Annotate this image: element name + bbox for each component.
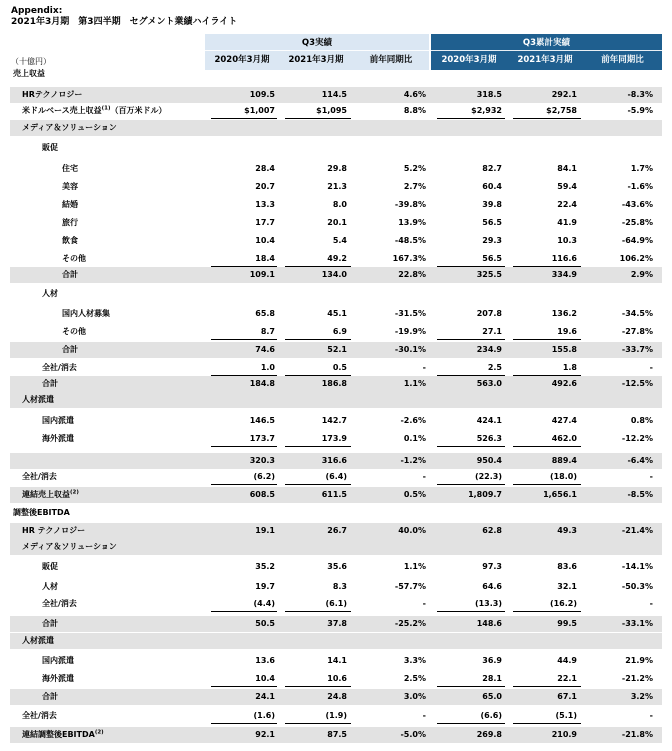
row-shade <box>10 633 662 649</box>
row-label-text: 国内派遣 <box>42 656 74 665</box>
row-label <box>22 525 85 537</box>
cell-value: 4.6% <box>403 90 426 99</box>
cell-value: 492.6 <box>551 379 577 388</box>
col-header-ytd-fy2020: 2020年3月期 <box>441 55 497 65</box>
cell-value: 67.1 <box>557 692 577 701</box>
cell-value: 26.7 <box>327 526 347 535</box>
row-label-text: 販促 <box>42 562 58 571</box>
cell-value: -2.6% <box>400 416 426 425</box>
subtotal-underline <box>513 446 581 447</box>
subtotal-underline <box>285 484 351 485</box>
cell-value: -33.1% <box>621 619 653 628</box>
row-label <box>42 142 58 154</box>
col-header-q3-fy2021: 2021年3月期 <box>288 55 344 65</box>
row-label-text: 国内人材募集 <box>62 309 110 318</box>
cell-value: -1.6% <box>627 182 653 191</box>
cell-value: 1.7% <box>630 164 653 173</box>
cell-value: 316.6 <box>321 456 347 465</box>
cell-value: 1.1% <box>403 562 426 571</box>
subtotal-underline <box>211 611 277 612</box>
subtotal-underline <box>513 723 581 724</box>
subtotal-underline <box>211 484 277 485</box>
subtotal-underline <box>437 611 505 612</box>
cell-value: (6.2) <box>253 472 275 481</box>
row-label-text: 調整後EBITDA <box>13 508 70 517</box>
cell-value: (1.9) <box>325 711 347 720</box>
cell-value: 950.4 <box>476 456 502 465</box>
subtotal-underline <box>211 339 277 340</box>
row-label-text: その他 <box>62 254 86 263</box>
cell-value: 22.1 <box>557 674 577 683</box>
subtotal-underline <box>285 611 351 612</box>
cell-value: -30.1% <box>394 345 426 354</box>
cell-value: -12.2% <box>621 434 653 443</box>
cell-value: -21.8% <box>621 730 653 739</box>
row-label <box>42 561 58 573</box>
cell-value: 29.8 <box>327 164 347 173</box>
cell-value: 49.2 <box>327 254 347 263</box>
row-label <box>22 89 82 101</box>
row-label <box>42 378 58 390</box>
row-label <box>22 541 117 553</box>
cell-value: 65.8 <box>255 309 275 318</box>
col-header-ytd-yoy: 前年同期比 <box>601 55 644 65</box>
cell-value: (13.3) <box>474 599 502 608</box>
cell-value: 97.3 <box>482 562 502 571</box>
footnote-marker: (2) <box>70 489 79 496</box>
cell-value: 2.5 <box>487 363 502 372</box>
cell-value: 234.9 <box>476 345 502 354</box>
row-label <box>62 217 78 229</box>
row-label-text: 連結調整後EBITDA <box>22 730 95 739</box>
row-label-text: 売上収益 <box>13 69 45 78</box>
cell-value: (4.4) <box>253 599 275 608</box>
cell-value: -27.8% <box>621 327 653 336</box>
row-label <box>62 253 86 265</box>
cell-value: 13.9% <box>398 218 426 227</box>
subtotal-underline <box>437 118 505 119</box>
cell-value: 8.7 <box>260 327 275 336</box>
cell-value: 22.8% <box>398 270 426 279</box>
cell-value: 424.1 <box>476 416 502 425</box>
col-header-q3-yoy: 前年同期比 <box>369 55 413 65</box>
cell-value: -25.2% <box>394 619 426 628</box>
cell-value: 21.3 <box>327 182 347 191</box>
cell-value: (16.2) <box>549 599 577 608</box>
cell-value: - <box>649 711 653 720</box>
cell-value: 0.8% <box>630 416 653 425</box>
row-label-text: 合計 <box>42 692 58 701</box>
cell-value: 5.4 <box>332 236 347 245</box>
cell-value: - <box>649 472 653 481</box>
row-label-text: HR テクノロジー <box>22 526 86 535</box>
col-header-ytd-fy2021: 2021年3月期 <box>517 55 573 65</box>
row-label-text: 米ドルベース売上収益 <box>22 106 102 115</box>
row-label-text: 旅行 <box>62 218 78 227</box>
cell-value: 1,809.7 <box>468 490 502 499</box>
subtotal-underline <box>437 723 505 724</box>
cell-value: 526.3 <box>476 434 502 443</box>
cell-value: -12.5% <box>621 379 653 388</box>
cell-value: 142.7 <box>321 416 347 425</box>
cell-value: 2.5% <box>403 674 426 683</box>
cell-value: 8.0 <box>332 200 347 209</box>
subtotal-underline <box>285 446 351 447</box>
header-divider <box>205 50 662 51</box>
row-label <box>22 489 79 501</box>
row-label-text: 全社/消去 <box>42 363 77 372</box>
row-label <box>13 68 45 80</box>
cell-value: 10.4 <box>255 674 275 683</box>
subtotal-underline <box>285 686 351 687</box>
row-label-text: 合計 <box>42 619 58 628</box>
cell-value: -48.5% <box>394 236 426 245</box>
subtotal-underline <box>437 339 505 340</box>
cell-value: - <box>422 711 426 720</box>
cell-value: 28.4 <box>255 164 275 173</box>
cell-value: 37.8 <box>327 619 347 628</box>
cell-value: 334.9 <box>551 270 577 279</box>
row-label-text: 人材 <box>42 289 58 298</box>
cell-value: 92.1 <box>255 730 275 739</box>
cell-value: 60.4 <box>482 182 502 191</box>
cell-value: 41.9 <box>557 218 577 227</box>
cell-value: 10.4 <box>255 236 275 245</box>
cell-value: 3.2% <box>630 692 653 701</box>
col-header-q3-fy2020: 2020年3月期 <box>214 55 270 65</box>
cell-value: 40.0% <box>398 526 426 535</box>
cell-value: 20.7 <box>255 182 275 191</box>
cell-value: 29.3 <box>482 236 502 245</box>
subtotal-underline <box>211 446 277 447</box>
cell-value: 39.8 <box>482 200 502 209</box>
cell-value: - <box>422 363 426 372</box>
cell-value: -19.9% <box>394 327 426 336</box>
row-label <box>42 618 58 630</box>
cell-value: -8.3% <box>627 90 653 99</box>
row-label-text: メディア＆ソリューション <box>22 123 117 132</box>
cell-value: $1,007 <box>244 106 275 115</box>
row-label <box>22 729 104 741</box>
cell-value: 611.5 <box>321 490 347 499</box>
subtotal-underline <box>211 723 277 724</box>
row-label <box>62 344 78 356</box>
row-label <box>62 235 78 247</box>
row-label <box>62 308 110 320</box>
row-label-text: 合計 <box>62 345 78 354</box>
ytd-group-header: Q3累計実績 <box>522 38 571 48</box>
cell-value: 563.0 <box>476 379 502 388</box>
page-title: 2021年3月期 第3四半期 セグメント業績ハイライト <box>11 17 238 27</box>
cell-value: 99.5 <box>557 619 577 628</box>
cell-value: 0.5% <box>403 490 426 499</box>
cell-value: (18.0) <box>549 472 577 481</box>
cell-value: 20.1 <box>327 218 347 227</box>
cell-value: 462.0 <box>551 434 577 443</box>
cell-value: 1,656.1 <box>543 490 577 499</box>
cell-value: (6.4) <box>325 472 347 481</box>
cell-value: 18.4 <box>255 254 275 263</box>
cell-value: 28.1 <box>482 674 502 683</box>
cell-value: -21.2% <box>621 674 653 683</box>
cell-value: -43.6% <box>621 200 653 209</box>
subtotal-underline <box>285 118 351 119</box>
cell-value: 35.6 <box>327 562 347 571</box>
appendix-label: Appendix: <box>11 6 63 16</box>
row-label-text: メディア＆ソリューション <box>22 542 117 551</box>
cell-value: 5.2% <box>403 164 426 173</box>
row-label-text: 海外派遣 <box>42 434 74 443</box>
subtotal-underline <box>437 686 505 687</box>
cell-value: - <box>649 363 653 372</box>
subtotal-underline <box>513 686 581 687</box>
row-label <box>22 635 54 647</box>
cell-value: 74.6 <box>255 345 275 354</box>
row-label-text: 飲食 <box>62 236 78 245</box>
cell-value: 10.6 <box>327 674 347 683</box>
cell-value: 52.1 <box>327 345 347 354</box>
row-label <box>62 181 78 193</box>
cell-value: 136.2 <box>551 309 577 318</box>
cell-value: -5.0% <box>400 730 426 739</box>
cell-value: (22.3) <box>474 472 502 481</box>
footnote-marker: (2) <box>94 729 104 736</box>
cell-value: 173.7 <box>249 434 275 443</box>
row-label-text: 合計 <box>42 379 58 388</box>
row-label <box>22 105 166 117</box>
subtotal-underline <box>513 484 581 485</box>
row-label <box>42 598 77 610</box>
subtotal-underline <box>513 118 581 119</box>
cell-value: $2,932 <box>471 106 502 115</box>
cell-value: 24.8 <box>327 692 347 701</box>
cell-value: -31.5% <box>394 309 426 318</box>
cell-value: -39.8% <box>394 200 426 209</box>
cell-value: 17.7 <box>255 218 275 227</box>
cell-value: 24.1 <box>255 692 275 701</box>
row-label <box>42 415 74 427</box>
cell-value: - <box>649 599 653 608</box>
cell-value: 2.7% <box>403 182 426 191</box>
row-label-suffix: （百万米ドル） <box>110 106 167 115</box>
cell-value: 14.1 <box>327 656 347 665</box>
row-label-text: 人材 <box>42 582 58 591</box>
cell-value: 292.1 <box>551 90 577 99</box>
cell-value: 3.0% <box>403 692 426 701</box>
cell-value: 106.2% <box>619 254 653 263</box>
cell-value: 19.7 <box>255 582 275 591</box>
cell-value: 0.5 <box>332 363 347 372</box>
cell-value: - <box>422 472 426 481</box>
cell-value: 8.3 <box>332 582 347 591</box>
row-label <box>62 199 78 211</box>
cell-value: 173.9 <box>321 434 347 443</box>
row-label-text: 連結売上収益 <box>22 490 70 499</box>
cell-value: 8.8% <box>403 106 426 115</box>
subtotal-underline <box>513 339 581 340</box>
cell-value: 186.8 <box>321 379 347 388</box>
cell-value: -33.7% <box>621 345 653 354</box>
cell-value: 56.5 <box>482 254 502 263</box>
cell-value: -34.5% <box>621 309 653 318</box>
subtotal-underline <box>211 686 277 687</box>
cell-value: 44.9 <box>557 656 577 665</box>
cell-value: -25.8% <box>621 218 653 227</box>
row-label <box>62 163 78 175</box>
row-label-text: 国内派遣 <box>42 416 74 425</box>
row-label <box>42 288 58 300</box>
row-label-text: 人材派遣 <box>22 636 54 645</box>
cell-value: 3.3% <box>403 656 426 665</box>
row-label <box>42 673 74 685</box>
row-label-text: 販促 <box>42 143 58 152</box>
cell-value: -5.9% <box>627 106 653 115</box>
cell-value: 13.3 <box>255 200 275 209</box>
row-label <box>62 326 86 338</box>
row-label <box>42 655 74 667</box>
cell-value: 2.9% <box>630 270 653 279</box>
cell-value: $2,758 <box>546 106 577 115</box>
row-label <box>42 362 77 374</box>
cell-value: 134.0 <box>321 270 347 279</box>
row-label-text: HRテクノロジー <box>22 90 83 99</box>
cell-value: 0.1% <box>403 434 426 443</box>
cell-value: 56.5 <box>482 218 502 227</box>
cell-value: 82.7 <box>482 164 502 173</box>
subtotal-underline <box>437 484 505 485</box>
cell-value: 114.5 <box>321 90 347 99</box>
row-label <box>13 507 70 519</box>
subtotal-underline <box>285 339 351 340</box>
cell-value: -50.3% <box>621 582 653 591</box>
q3-group-header: Q3実績 <box>301 38 333 48</box>
row-label-text: 海外派遣 <box>42 674 74 683</box>
cell-value: 59.4 <box>557 182 577 191</box>
cell-value: 36.9 <box>482 656 502 665</box>
cell-value: 64.6 <box>482 582 502 591</box>
row-label-text: 人材派遣 <box>22 395 54 404</box>
row-label <box>42 581 58 593</box>
cell-value: 207.8 <box>476 309 502 318</box>
cell-value: 1.1% <box>403 379 426 388</box>
cell-value: 19.6 <box>557 327 577 336</box>
cell-value: -57.7% <box>394 582 426 591</box>
cell-value: 10.3 <box>557 236 577 245</box>
row-label-text: その他 <box>62 327 86 336</box>
cell-value: 427.4 <box>551 416 577 425</box>
cell-value: 608.5 <box>249 490 275 499</box>
cell-value: 155.8 <box>551 345 577 354</box>
row-label-text: 全社/消去 <box>22 711 57 720</box>
cell-value: -64.9% <box>621 236 653 245</box>
row-label-text: 結婚 <box>62 200 78 209</box>
cell-value: 87.5 <box>327 730 347 739</box>
cell-value: 35.2 <box>255 562 275 571</box>
row-label <box>22 394 54 406</box>
cell-value: 109.1 <box>249 270 275 279</box>
cell-value: 27.1 <box>482 327 502 336</box>
cell-value: 318.5 <box>476 90 502 99</box>
cell-value: -8.5% <box>627 490 653 499</box>
row-shade <box>10 392 662 408</box>
cell-value: -21.4% <box>621 526 653 535</box>
cell-value: 146.5 <box>249 416 275 425</box>
cell-value: 62.8 <box>482 526 502 535</box>
cell-value: 109.5 <box>249 90 275 99</box>
row-label <box>22 471 57 483</box>
cell-value: 6.9 <box>332 327 347 336</box>
row-label-text: 住宅 <box>62 164 78 173</box>
cell-value: 320.3 <box>249 456 275 465</box>
subtotal-underline <box>513 611 581 612</box>
cell-value: 21.9% <box>625 656 653 665</box>
cell-value: 50.5 <box>255 619 275 628</box>
cell-value: 84.1 <box>557 164 577 173</box>
row-label-text: 全社/消去 <box>42 599 77 608</box>
cell-value: - <box>422 599 426 608</box>
cell-value: 32.1 <box>557 582 577 591</box>
cell-value: 167.3% <box>392 254 426 263</box>
row-label <box>22 122 117 134</box>
cell-value: 19.1 <box>255 526 275 535</box>
subtotal-underline <box>285 723 351 724</box>
unit-label: （十億円） <box>11 57 51 66</box>
row-label <box>42 691 58 703</box>
subtotal-underline <box>211 118 277 119</box>
cell-value: $1,095 <box>316 106 347 115</box>
cell-value: (1.6) <box>253 711 275 720</box>
subtotal-underline <box>437 446 505 447</box>
row-label-text: 合計 <box>62 270 78 279</box>
cell-value: 889.4 <box>551 456 577 465</box>
cell-value: 22.4 <box>557 200 577 209</box>
cell-value: (6.6) <box>480 711 502 720</box>
cell-value: 184.8 <box>249 379 275 388</box>
row-label-text: 美容 <box>62 182 78 191</box>
cell-value: (6.1) <box>325 599 347 608</box>
cell-value: 210.9 <box>551 730 577 739</box>
cell-value: -6.4% <box>627 456 653 465</box>
cell-value: 148.6 <box>476 619 502 628</box>
cell-value: (5.1) <box>555 711 577 720</box>
cell-value: 116.6 <box>551 254 577 263</box>
cell-value: 269.8 <box>476 730 502 739</box>
footnote-marker: (1) <box>101 105 111 112</box>
cell-value: -14.1% <box>621 562 653 571</box>
cell-value: 83.6 <box>557 562 577 571</box>
row-label <box>22 710 57 722</box>
row-label <box>42 433 74 445</box>
cell-value: -1.2% <box>400 456 426 465</box>
cell-value: 49.3 <box>557 526 577 535</box>
row-label <box>62 269 78 281</box>
cell-value: 325.5 <box>476 270 502 279</box>
cell-value: 65.0 <box>482 692 502 701</box>
cell-value: 45.1 <box>327 309 347 318</box>
cell-value: 1.0 <box>260 363 275 372</box>
row-label-text: 全社/消去 <box>22 472 57 481</box>
cell-value: 1.8 <box>562 363 577 372</box>
cell-value: 13.6 <box>255 656 275 665</box>
